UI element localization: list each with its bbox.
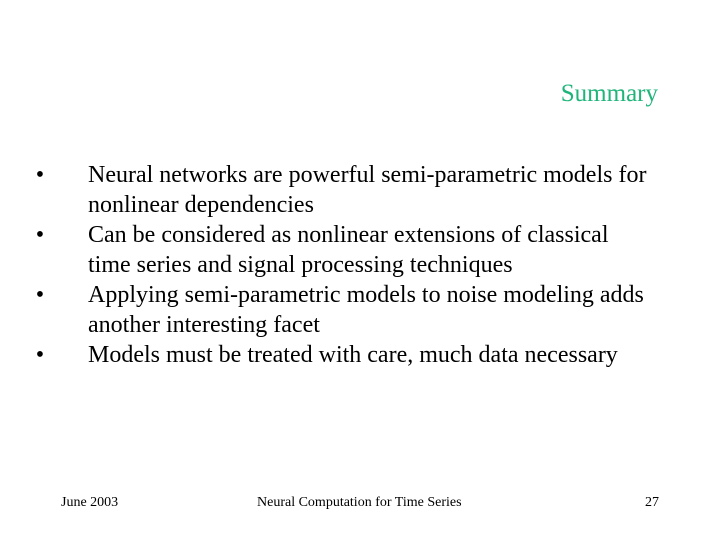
footer-page-number: 27 — [645, 495, 659, 510]
bullet-icon: • — [35, 162, 45, 188]
bullet-icon: • — [35, 342, 45, 368]
bullet-text: Can be considered as nonlinear extensions of classical time series and signal processing techniques — [88, 222, 609, 278]
bullet-icon: • — [35, 222, 45, 248]
bullet-list — [30, 160, 670, 370]
footer-course-title: Neural Computation for Time Series — [257, 495, 462, 510]
bullet-item — [30, 220, 670, 280]
bullet-text: Neural networks are powerful semi-parametric models for nonlinear dependencies — [88, 162, 647, 218]
footer-date: June 2003 — [61, 495, 119, 510]
bullet-item — [30, 340, 670, 370]
slide-title: Summary — [560, 80, 658, 107]
bullet-text: Applying semi-parametric models to noise modeling adds another interesting facet — [88, 282, 644, 338]
bullet-text: Models must be treated with care, much data necessary — [88, 342, 618, 368]
bullet-icon: • — [35, 282, 45, 308]
bullet-item — [30, 160, 670, 220]
bullet-item — [30, 280, 670, 340]
